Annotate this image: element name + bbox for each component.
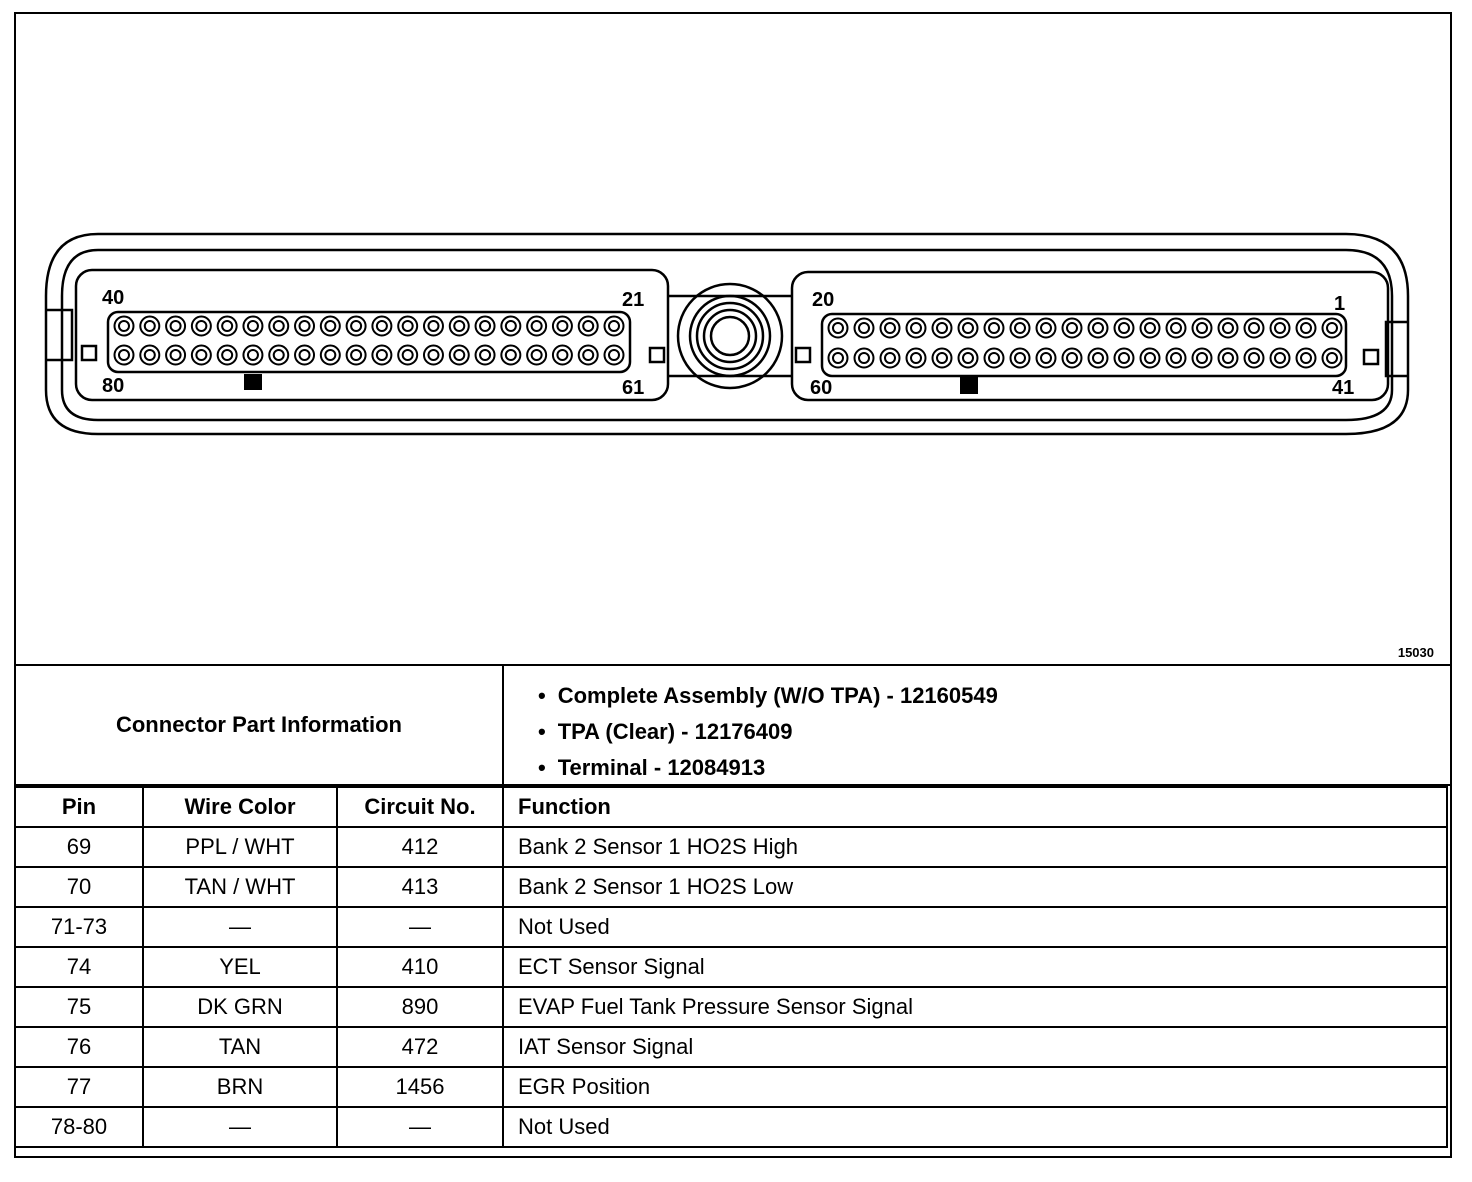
table-header-row — [16, 787, 1447, 827]
pin-cavity — [1067, 353, 1077, 363]
pin-cavity — [1115, 349, 1134, 368]
pin-cavity — [1093, 323, 1103, 333]
pin-cavity — [398, 346, 417, 365]
pin-cavity — [557, 350, 567, 360]
pin-cavity — [1119, 353, 1129, 363]
cell-wire-color: — — [143, 1107, 337, 1147]
pin-cavity — [1067, 323, 1077, 333]
pin-cavity — [424, 317, 443, 336]
pin-cavity — [398, 317, 417, 336]
pin-cavity — [218, 317, 237, 336]
pin-cavity — [829, 349, 848, 368]
pin-cavity — [985, 319, 1004, 338]
pin-cavity — [192, 346, 211, 365]
pin-cavity — [1197, 323, 1207, 333]
pin-cavity — [859, 323, 869, 333]
pin-cavity — [145, 350, 155, 360]
pin-cavity — [989, 323, 999, 333]
pin-cavity — [222, 321, 232, 331]
cell-pin: 69 — [16, 827, 143, 867]
pin-cavity — [347, 317, 366, 336]
pin-cavity — [1015, 323, 1025, 333]
pin-label-1: 1 — [1334, 293, 1346, 315]
pin-label-40: 40 — [102, 287, 125, 309]
left-pin-cavities — [115, 317, 624, 365]
cell-circuit-no: — — [337, 1107, 503, 1147]
pin-cavity — [859, 353, 869, 363]
pin-cavity — [959, 349, 978, 368]
pin-cavity — [833, 323, 843, 333]
header-wire-color: Wire Color — [143, 787, 337, 827]
pin-cavity — [1245, 319, 1264, 338]
cell-wire-color: TAN / WHT — [143, 867, 337, 907]
pin-cavity — [583, 321, 593, 331]
table-row — [16, 947, 1447, 987]
pin-cavity — [501, 317, 520, 336]
part-info-title: Connector Part Information — [16, 666, 504, 784]
pin-label-20: 20 — [812, 289, 835, 311]
pin-cavity — [1167, 349, 1186, 368]
pin-cavity — [300, 321, 310, 331]
pin-cavity — [1223, 323, 1233, 333]
pin-cavity — [145, 321, 155, 331]
pin-cavity — [553, 346, 572, 365]
pin-cavity — [476, 317, 495, 336]
cell-circuit-no: — — [337, 907, 503, 947]
pin-cavity — [1193, 319, 1212, 338]
pin-cavity — [1219, 349, 1238, 368]
pin-cavity — [989, 353, 999, 363]
table-row — [16, 827, 1447, 867]
pin-cavity — [933, 349, 952, 368]
pin-cavity — [454, 350, 464, 360]
pin-cavity — [274, 321, 284, 331]
pin-cavity — [855, 319, 874, 338]
cell-wire-color: BRN — [143, 1067, 337, 1107]
pin-cavity — [480, 321, 490, 331]
pin-cavity — [140, 346, 159, 365]
pin-cavity — [583, 350, 593, 360]
pin-cavity — [321, 317, 340, 336]
pin-cavity — [1223, 353, 1233, 363]
cell-function: Bank 2 Sensor 1 HO2S High — [503, 827, 1447, 867]
pin-cavity — [1089, 349, 1108, 368]
pin-cavity — [403, 321, 413, 331]
pin-cavity — [480, 350, 490, 360]
table-row — [16, 867, 1447, 907]
pin-cavity — [248, 350, 258, 360]
cell-function: Not Used — [503, 907, 1447, 947]
header-function: Function — [503, 787, 1447, 827]
pin-cavity — [1271, 349, 1290, 368]
pin-cavity — [1145, 353, 1155, 363]
pin-cavity — [476, 346, 495, 365]
pin-cavity — [1011, 349, 1030, 368]
pin-cavity — [1063, 349, 1082, 368]
pin-cavity — [351, 321, 361, 331]
pin-cavity — [937, 323, 947, 333]
connector-sheet — [14, 12, 1452, 1158]
pin-cavity — [527, 317, 546, 336]
pin-cavity — [907, 349, 926, 368]
pin-cavity — [218, 346, 237, 365]
pin-cavity — [579, 346, 598, 365]
header-pin: Pin — [16, 787, 143, 827]
pin-cavity — [527, 346, 546, 365]
pin-label-60: 60 — [810, 377, 833, 399]
cell-pin: 74 — [16, 947, 143, 987]
connector-part-information — [16, 666, 1450, 786]
pin-cavity — [553, 317, 572, 336]
header-circuit-no: Circuit No. — [337, 787, 503, 827]
pin-cavity — [119, 350, 129, 360]
pin-cavity — [855, 349, 874, 368]
pin-cavity — [1323, 319, 1342, 338]
pin-cavity — [1275, 353, 1285, 363]
pin-cavity — [269, 317, 288, 336]
pin-cavity — [1063, 319, 1082, 338]
pin-cavity — [1301, 323, 1311, 333]
pin-cavity — [295, 317, 314, 336]
pin-cavity — [506, 321, 516, 331]
figure-id: 15030 — [1397, 645, 1434, 660]
pin-cavity — [1041, 323, 1051, 333]
pin-cavity — [1193, 349, 1212, 368]
cell-function: EGR Position — [503, 1067, 1447, 1107]
pin-cavity — [377, 321, 387, 331]
pin-cavity — [1089, 319, 1108, 338]
cell-function: ECT Sensor Signal — [503, 947, 1447, 987]
cell-wire-color: PPL / WHT — [143, 827, 337, 867]
pin-cavity — [911, 323, 921, 333]
pin-cavity — [1327, 353, 1337, 363]
pin-cavity — [1219, 319, 1238, 338]
pin-cavity — [985, 349, 1004, 368]
cell-wire-color: DK GRN — [143, 987, 337, 1027]
pin-cavity — [829, 319, 848, 338]
pin-cavity — [907, 319, 926, 338]
connector-diagram — [16, 14, 1450, 666]
cell-function: Bank 2 Sensor 1 HO2S Low — [503, 867, 1447, 907]
connector-face-drawing — [16, 14, 1450, 664]
cell-function: EVAP Fuel Tank Pressure Sensor Signal — [503, 987, 1447, 1027]
pin-cavity — [933, 319, 952, 338]
pin-cavity — [1297, 319, 1316, 338]
cell-wire-color: YEL — [143, 947, 337, 987]
pin-cavity — [115, 317, 134, 336]
pin-cavity — [881, 349, 900, 368]
pin-cavity — [1145, 323, 1155, 333]
pin-cavity — [171, 321, 181, 331]
part-item-terminal: • Terminal - 12084913 — [538, 750, 1448, 786]
pin-cavity — [192, 317, 211, 336]
cell-function: IAT Sensor Signal — [503, 1027, 1447, 1067]
pin-cavity — [428, 321, 438, 331]
pin-cavity — [454, 321, 464, 331]
pin-label-21: 21 — [622, 289, 645, 311]
pin-cavity — [248, 321, 258, 331]
pin-cavity — [1037, 349, 1056, 368]
pin-cavity — [963, 353, 973, 363]
pin-cavity — [532, 321, 542, 331]
pin-cavity — [1171, 323, 1181, 333]
pin-cavity — [1197, 353, 1207, 363]
pin-cavity — [1093, 353, 1103, 363]
pin-cavity — [1323, 349, 1342, 368]
right-pin-cavities — [829, 319, 1342, 368]
pin-cavity — [269, 346, 288, 365]
cell-circuit-no: 410 — [337, 947, 503, 987]
pin-cavity — [1245, 349, 1264, 368]
pin-cavity — [1327, 323, 1337, 333]
pin-cavity — [450, 317, 469, 336]
cell-circuit-no: 1456 — [337, 1067, 503, 1107]
table-row — [16, 1067, 1447, 1107]
pin-cavity — [605, 317, 624, 336]
pin-label-61: 61 — [622, 377, 645, 399]
pin-cavity — [557, 321, 567, 331]
pin-cavity — [243, 346, 262, 365]
pin-cavity — [605, 346, 624, 365]
cell-circuit-no: 412 — [337, 827, 503, 867]
pin-cavity — [243, 317, 262, 336]
pin-cavity — [1167, 319, 1186, 338]
pin-cavity — [424, 346, 443, 365]
pin-cavity — [911, 353, 921, 363]
pin-cavity — [1015, 353, 1025, 363]
pin-cavity — [1271, 319, 1290, 338]
pin-cavity — [1141, 319, 1160, 338]
pin-cavity — [1249, 353, 1259, 363]
cell-pin: 70 — [16, 867, 143, 907]
pin-cavity — [833, 353, 843, 363]
pin-cavity — [403, 350, 413, 360]
pin-cavity — [937, 353, 947, 363]
cell-wire-color: TAN — [143, 1027, 337, 1067]
pin-cavity — [885, 323, 895, 333]
pin-cavity — [881, 319, 900, 338]
pin-cavity — [325, 350, 335, 360]
part-item-assembly: • Complete Assembly (W/O TPA) - 12160549 — [538, 678, 1448, 714]
pin-cavity — [885, 353, 895, 363]
pin-label-41: 41 — [1332, 377, 1355, 399]
pin-cavity — [351, 350, 361, 360]
pin-cavity — [609, 321, 619, 331]
cell-pin: 76 — [16, 1027, 143, 1067]
pin-cavity — [321, 346, 340, 365]
table-row — [16, 1107, 1447, 1147]
cell-pin: 71-73 — [16, 907, 143, 947]
pin-cavity — [1011, 319, 1030, 338]
pin-cavity — [1119, 323, 1129, 333]
table-row — [16, 1027, 1447, 1067]
pin-cavity — [372, 346, 391, 365]
pin-cavity — [1141, 349, 1160, 368]
pin-cavity — [1275, 323, 1285, 333]
pin-cavity — [377, 350, 387, 360]
pin-cavity — [140, 317, 159, 336]
pin-cavity — [196, 350, 206, 360]
pin-cavity — [579, 317, 598, 336]
pin-cavity — [959, 319, 978, 338]
pin-cavity — [222, 350, 232, 360]
pin-cavity — [274, 350, 284, 360]
pin-cavity — [1115, 319, 1134, 338]
pin-cavity — [1037, 319, 1056, 338]
table-row — [16, 907, 1447, 947]
pin-cavity — [450, 346, 469, 365]
cell-circuit-no: 413 — [337, 867, 503, 907]
pin-cavity — [295, 346, 314, 365]
cell-pin: 78-80 — [16, 1107, 143, 1147]
pin-cavity — [428, 350, 438, 360]
pin-cavity — [347, 346, 366, 365]
cell-circuit-no: 472 — [337, 1027, 503, 1067]
cell-function: Not Used — [503, 1107, 1447, 1147]
pin-cavity — [196, 321, 206, 331]
pin-cavity — [532, 350, 542, 360]
pin-cavity — [325, 321, 335, 331]
pin-cavity — [115, 346, 134, 365]
pin-cavity — [1301, 353, 1311, 363]
cell-pin: 77 — [16, 1067, 143, 1107]
pin-cavity — [963, 323, 973, 333]
pin-cavity — [119, 321, 129, 331]
pin-cavity — [372, 317, 391, 336]
pin-cavity — [501, 346, 520, 365]
pin-cavity — [1297, 349, 1316, 368]
pin-cavity — [1249, 323, 1259, 333]
pin-cavity — [171, 350, 181, 360]
pin-cavity — [1171, 353, 1181, 363]
pin-cavity — [300, 350, 310, 360]
cell-circuit-no: 890 — [337, 987, 503, 1027]
table-row — [16, 987, 1447, 1027]
cell-wire-color: — — [143, 907, 337, 947]
cell-pin: 75 — [16, 987, 143, 1027]
pin-cavity — [609, 350, 619, 360]
part-info-list — [504, 666, 1448, 784]
part-item-tpa: • TPA (Clear) - 12176409 — [538, 714, 1448, 750]
pin-label-80: 80 — [102, 375, 125, 397]
pin-cavity — [506, 350, 516, 360]
pin-cavity — [1041, 353, 1051, 363]
pin-cavity — [166, 317, 185, 336]
pin-cavity — [166, 346, 185, 365]
pinout-table — [16, 786, 1448, 1148]
